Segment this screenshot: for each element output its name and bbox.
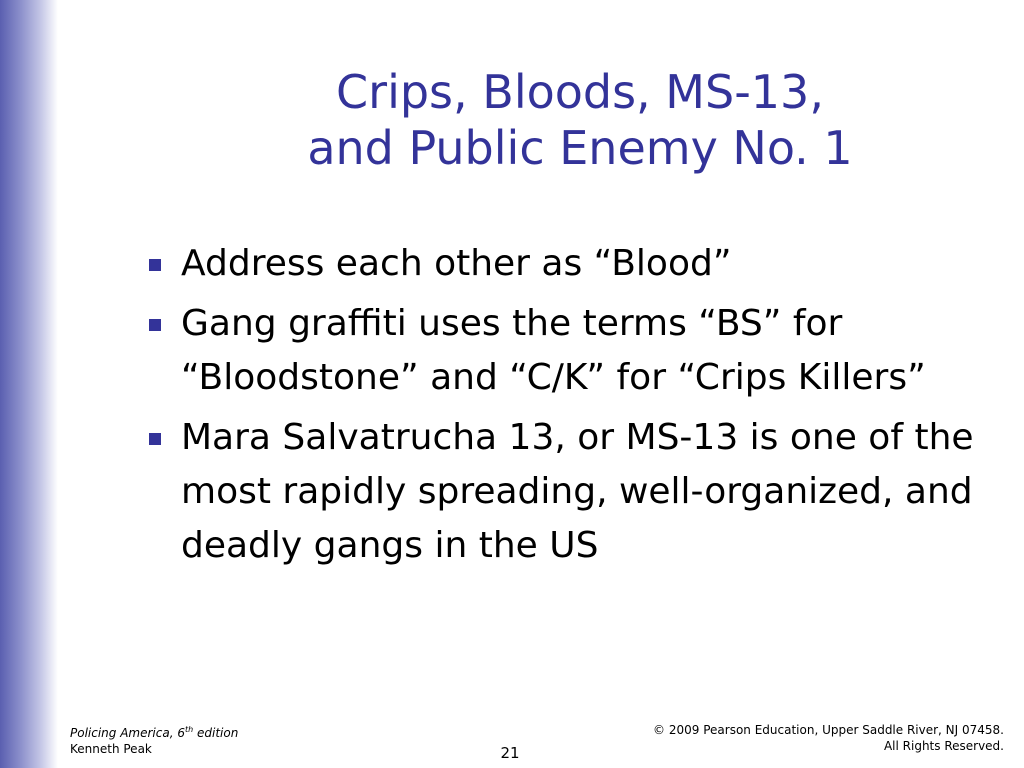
bullet-item xyxy=(143,237,1003,291)
bullet-text: Address each other as “Blood” xyxy=(181,243,732,284)
bullet-item xyxy=(143,297,1003,405)
bullet-text: Gang graffiti uses the terms “BS” for “Bloodstone” and “C/K” for “Crips Killers” xyxy=(181,303,926,398)
book-title-text: Policing America, 6 xyxy=(70,726,185,740)
square-bullet-icon xyxy=(149,319,161,331)
footer-copyright xyxy=(653,722,1004,754)
footer-book-title xyxy=(70,722,238,741)
square-bullet-icon xyxy=(149,259,161,271)
bullet-text: Mara Salvatrucha 13, or MS-13 is one of the most rapidly spreading, well-organized, and deadly gangs in the US xyxy=(181,417,974,566)
slide-title-line-2: and Public Enemy No. 1 xyxy=(307,121,853,175)
footer-author: Kenneth Peak xyxy=(70,742,152,756)
decorative-side-bar xyxy=(0,0,58,768)
square-bullet-icon xyxy=(149,433,161,445)
slide-title xyxy=(180,64,980,176)
copyright-line-1: © 2009 Pearson Education, Upper Saddle River, NJ 07458. xyxy=(653,723,1004,737)
edition-superscript: th xyxy=(184,725,194,734)
bullet-item xyxy=(143,411,1003,573)
footer-book-info xyxy=(70,722,238,757)
bullet-list xyxy=(143,237,1003,579)
slide-title-line-1: Crips, Bloods, MS-13, xyxy=(336,65,824,119)
edition-word: edition xyxy=(193,726,239,740)
page-number: 21 xyxy=(500,744,520,762)
copyright-line-2: All Rights Reserved. xyxy=(883,739,1004,753)
